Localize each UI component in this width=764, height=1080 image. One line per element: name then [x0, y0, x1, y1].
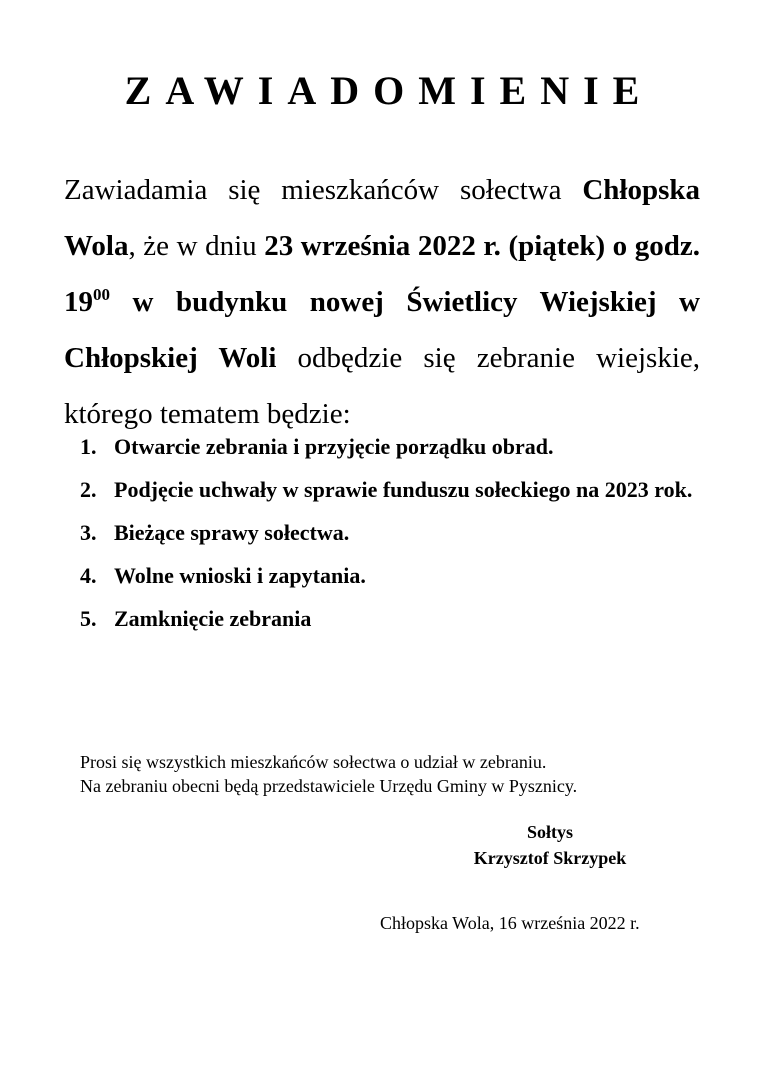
- signature-role: Sołtys: [526, 822, 573, 842]
- agenda-item: [80, 511, 720, 554]
- intro-tail: odbędzie się zebranie wiejskie, którego tematem będzie:: [64, 342, 700, 430]
- agenda-item: [80, 468, 720, 511]
- agenda-item-number: 5.: [80, 606, 97, 631]
- intro-minutes: 00: [93, 285, 110, 304]
- intro-date-text: 23 września 2022 r. (piątek) o godz. 19: [64, 230, 700, 318]
- signature-block: [440, 819, 660, 871]
- place-and-date: Chłopska Wola, 16 września 2022 r.: [380, 913, 640, 933]
- intro-lead: Zawiadamia się mieszkańców sołectwa: [64, 174, 583, 206]
- agenda-item-text: Bieżące sprawy sołectwa.: [114, 520, 350, 545]
- intro-village: Chłopska Wola: [64, 174, 700, 262]
- signature-name: Krzysztof Skrzypek: [473, 848, 627, 868]
- intro-paragraph: [64, 162, 700, 442]
- intro-place: w budynku nowej Świetlicy Wiejskiej w Chłopskiej Woli: [64, 286, 700, 374]
- agenda-item-number: 1.: [80, 434, 97, 459]
- agenda-item-text: Wolne wnioski i zapytania.: [114, 563, 366, 588]
- agenda-item: [80, 597, 720, 640]
- agenda-item-number: 2.: [80, 477, 97, 502]
- attendance-notice: [80, 750, 720, 798]
- agenda-item-number: 3.: [80, 520, 97, 545]
- agenda-item-text: Zamknięcie zebrania: [114, 606, 312, 631]
- notice-line-1: Prosi się wszystkich mieszkańców sołectwa o udział w zebraniu.: [80, 752, 547, 772]
- document-title: ZAWIADOMIENIE: [124, 68, 654, 113]
- intro-mid: , że w dniu: [128, 230, 265, 262]
- agenda-item-text: Otwarcie zebrania i przyjęcie porządku obrad.: [114, 434, 554, 459]
- agenda-item-text: Podjęcie uchwały w sprawie funduszu sołeckiego na 2023 rok.: [114, 477, 693, 502]
- agenda-item: [80, 425, 720, 468]
- agenda-item: [80, 554, 720, 597]
- agenda-list: [80, 425, 720, 640]
- agenda-item-number: 4.: [80, 563, 97, 588]
- notice-line-2: Na zebraniu obecni będą przedstawiciele Urzędu Gminy w Pysznicy.: [80, 776, 578, 796]
